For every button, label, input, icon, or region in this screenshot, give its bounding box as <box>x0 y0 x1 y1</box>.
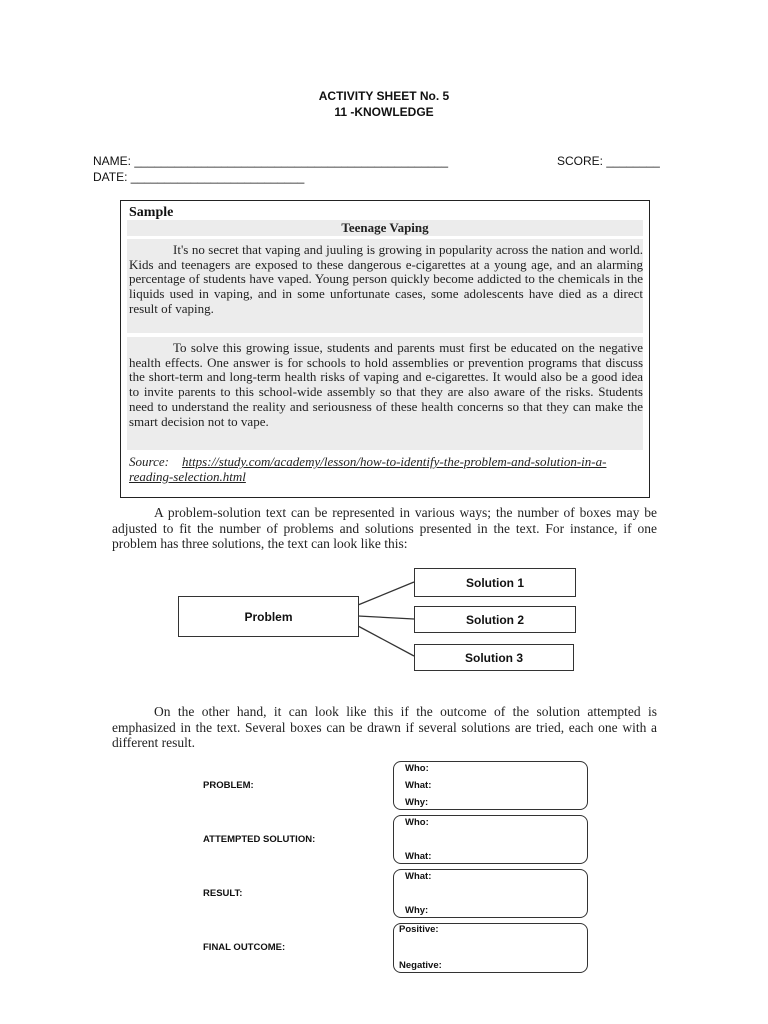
result-row-box <box>393 869 588 918</box>
sample-label: Sample <box>129 205 174 220</box>
result-what-label: What: <box>405 871 432 882</box>
problem-row-label: PROBLEM: <box>203 780 254 791</box>
result-why-label: Why: <box>405 905 429 916</box>
connector-line-3 <box>358 626 414 656</box>
date-blank: __________________________ <box>130 170 305 184</box>
problem-row-box <box>393 761 588 810</box>
score-blank: ________ <box>606 154 660 168</box>
connector-line-1 <box>358 582 414 605</box>
solution-3-label: Solution 3 <box>465 650 523 665</box>
final-outcome-row-box <box>393 923 588 973</box>
problem-what-label: What: <box>405 780 432 791</box>
solution-2-label: Solution 2 <box>466 612 524 627</box>
source-link[interactable]: https://study.com/academy/lesson/how-to-identify-the-problem-and-solution-in-a-reading-selection.html <box>129 454 607 484</box>
name-label: NAME: <box>93 154 132 168</box>
solution-1-box <box>414 568 576 597</box>
problem-who-label: Who: <box>405 763 429 774</box>
problem-why-label: Why: <box>405 797 429 808</box>
attempted-solution-row-box <box>393 815 588 864</box>
sample-paragraph-2: To solve this growing issue, students and parents must first be educated on the negative health effects. One answer is for schools to hold assemblies or prevention programs that discuss the short-term and long-term health risks of vaping and e-cigarettes. It would also be a good idea to invite parents to this school-wide assembly so that they are also aware of the risks. Students need to understand the reality and seriousness of these health concerns so that they can make the smart decision not to vape. <box>129 340 643 429</box>
solution-2-box <box>414 606 576 633</box>
problem-box-label: Problem <box>244 609 293 624</box>
sample-paragraph-1: It's no secret that vaping and juuling is growing in popularity across the nation and world. Kids and teenagers are exposed to these dangerous e-cigarettes at a young age, and an alarming percentage of students have vaped. Young person quickly become addicted to the chemicals in the liquids used in vaping, and in some unfortunate cases, some adolescents have died as a direct result of vaping. <box>129 242 643 316</box>
problem-box <box>178 596 359 637</box>
result-row-label: RESULT: <box>203 888 243 899</box>
attempted-what-label: What: <box>405 851 432 862</box>
attempted-who-label: Who: <box>405 817 429 828</box>
page-title: ACTIVITY SHEET No. 5 <box>318 89 450 103</box>
name-blank: _______________________________________________ <box>134 154 449 168</box>
positive-label: Positive: <box>399 924 439 935</box>
connector-line-2 <box>358 616 414 619</box>
score-label: SCORE: <box>557 154 604 168</box>
date-label: DATE: <box>93 170 128 184</box>
attempted-solution-row-label: ATTEMPTED SOLUTION: <box>203 834 316 845</box>
solution-3-box <box>414 644 574 671</box>
sample-title: Teenage Vaping <box>341 220 429 235</box>
solution-1-label: Solution 1 <box>466 575 524 590</box>
second-paragraph: On the other hand, it can look like this if the outcome of the solution attempted is emphasized in the text. Several boxes can be drawn if several solutions are tried, each one with a different result. <box>112 704 657 750</box>
negative-label: Negative: <box>399 960 442 971</box>
intro-paragraph: A problem-solution text can be represented in various ways; the number of boxes may be adjusted to fit the number of problems and solutions presented in the text. For instance, if one problem has three solutions, the text can look like this: <box>112 505 657 551</box>
source-label: Source: <box>129 454 169 469</box>
page-subtitle: 11 -KNOWLEDGE <box>334 105 434 119</box>
final-outcome-row-label: FINAL OUTCOME: <box>203 942 286 953</box>
